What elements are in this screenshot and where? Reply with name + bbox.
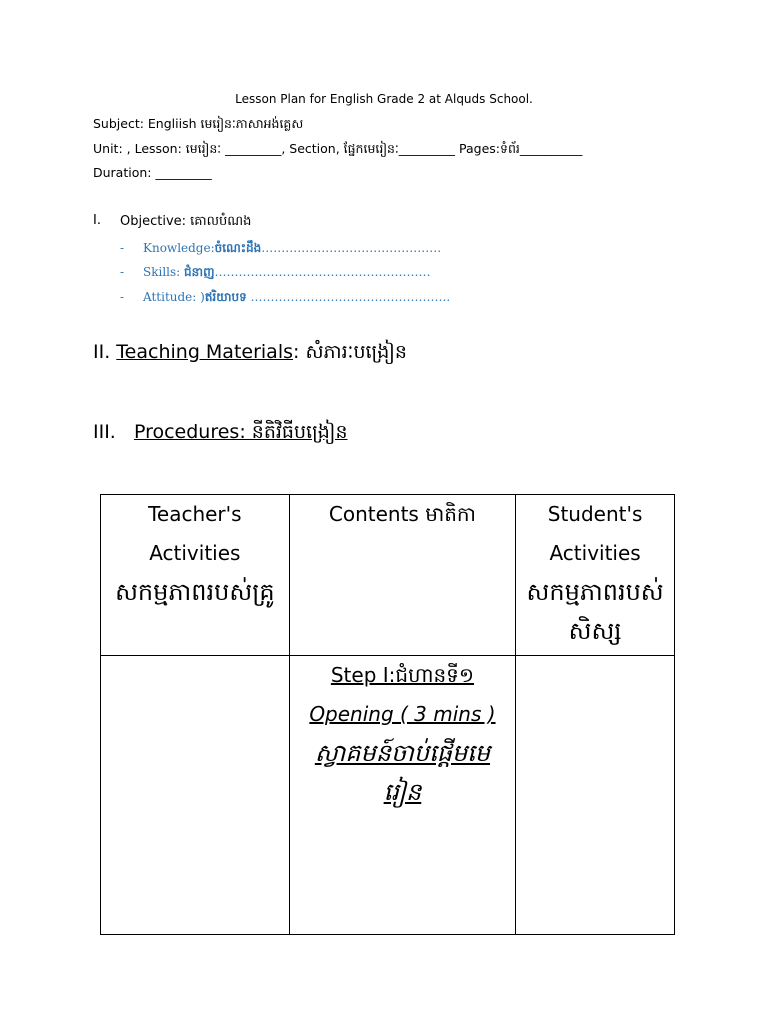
bullet-dash: - bbox=[120, 290, 125, 304]
teaching-materials-heading bbox=[93, 340, 407, 368]
table-row bbox=[101, 656, 675, 935]
document-title: Lesson Plan for English Grade 2 at Alquds School. bbox=[235, 92, 533, 106]
proc-prefix: III. bbox=[93, 421, 134, 443]
knowledge-label: Knowledge: bbox=[143, 241, 215, 255]
teacher-header-en: Teacher's bbox=[148, 502, 242, 526]
contents-header bbox=[289, 495, 516, 656]
step-one-label: Step I:ជំហានទី១ bbox=[330, 663, 475, 687]
student-header-kh2: សិស្ស bbox=[568, 617, 622, 645]
table-header-row bbox=[101, 495, 675, 656]
objective-skills bbox=[120, 264, 431, 282]
welcome-kh-line1: ស្វាគមន៍ចាប់ផ្តើមមេ bbox=[314, 739, 491, 767]
objective-heading: Objective: គោលបំណង bbox=[120, 214, 252, 229]
teacher-activities-header bbox=[101, 495, 290, 656]
teacher-header-kh: សកម្មភាពរបស់គ្រូ bbox=[115, 578, 275, 606]
subject-line: Subject: Engliish មេរៀនៈភាសាអង់គ្លេស bbox=[93, 116, 304, 131]
knowledge-dots: ……………………………………… bbox=[261, 241, 442, 255]
tm-label: Teaching Materials bbox=[116, 341, 294, 363]
knowledge-kh: ចំណេះដឹង bbox=[214, 241, 262, 255]
skills-dots: ……………………………………………… bbox=[214, 265, 431, 279]
contents-header-text: Contents មាតិកា bbox=[328, 502, 476, 526]
procedures-table bbox=[100, 494, 675, 935]
attitude-kh: ឥរិយាបទ bbox=[204, 290, 247, 304]
unit-line: Unit: , Lesson: មេរៀនៈ _________, Section, ផ្នែកមេរៀនៈ_________ Pages:ទំព័រ__________ bbox=[93, 141, 583, 156]
student-activities-cell bbox=[516, 656, 675, 935]
student-activities-header bbox=[516, 495, 675, 656]
proc-label: Procedures: នីតិវិធីបង្រៀន bbox=[133, 421, 348, 443]
teacher-activities-cell bbox=[101, 656, 290, 935]
duration-line: Duration: _________ bbox=[93, 165, 212, 180]
opening-label: Opening ( 3 mins ) bbox=[309, 702, 496, 726]
tm-rest: : សំភារៈបង្រៀន bbox=[293, 341, 407, 363]
skills-kh: ជំនាញ bbox=[184, 265, 215, 279]
attitude-dots: ………………………………………….. bbox=[246, 290, 451, 304]
attitude-label: Attitude: ) bbox=[143, 290, 205, 304]
student-header-kh1: សកម្មភាពរបស់ bbox=[526, 578, 664, 606]
teacher-header-en2: Activities bbox=[149, 541, 241, 565]
student-header-en2: Activities bbox=[549, 541, 641, 565]
contents-cell bbox=[289, 656, 516, 935]
objective-attitude bbox=[120, 289, 450, 307]
tm-prefix: II. bbox=[93, 341, 117, 363]
skills-label: Skills: bbox=[143, 265, 185, 279]
objective-numeral: I. bbox=[93, 213, 101, 228]
student-header-en: Student's bbox=[547, 502, 643, 526]
objective-knowledge bbox=[120, 240, 441, 258]
welcome-kh-line2: រៀន bbox=[383, 778, 422, 806]
bullet-dash: - bbox=[120, 241, 125, 255]
procedures-heading bbox=[93, 420, 348, 448]
bullet-dash: - bbox=[120, 265, 125, 279]
